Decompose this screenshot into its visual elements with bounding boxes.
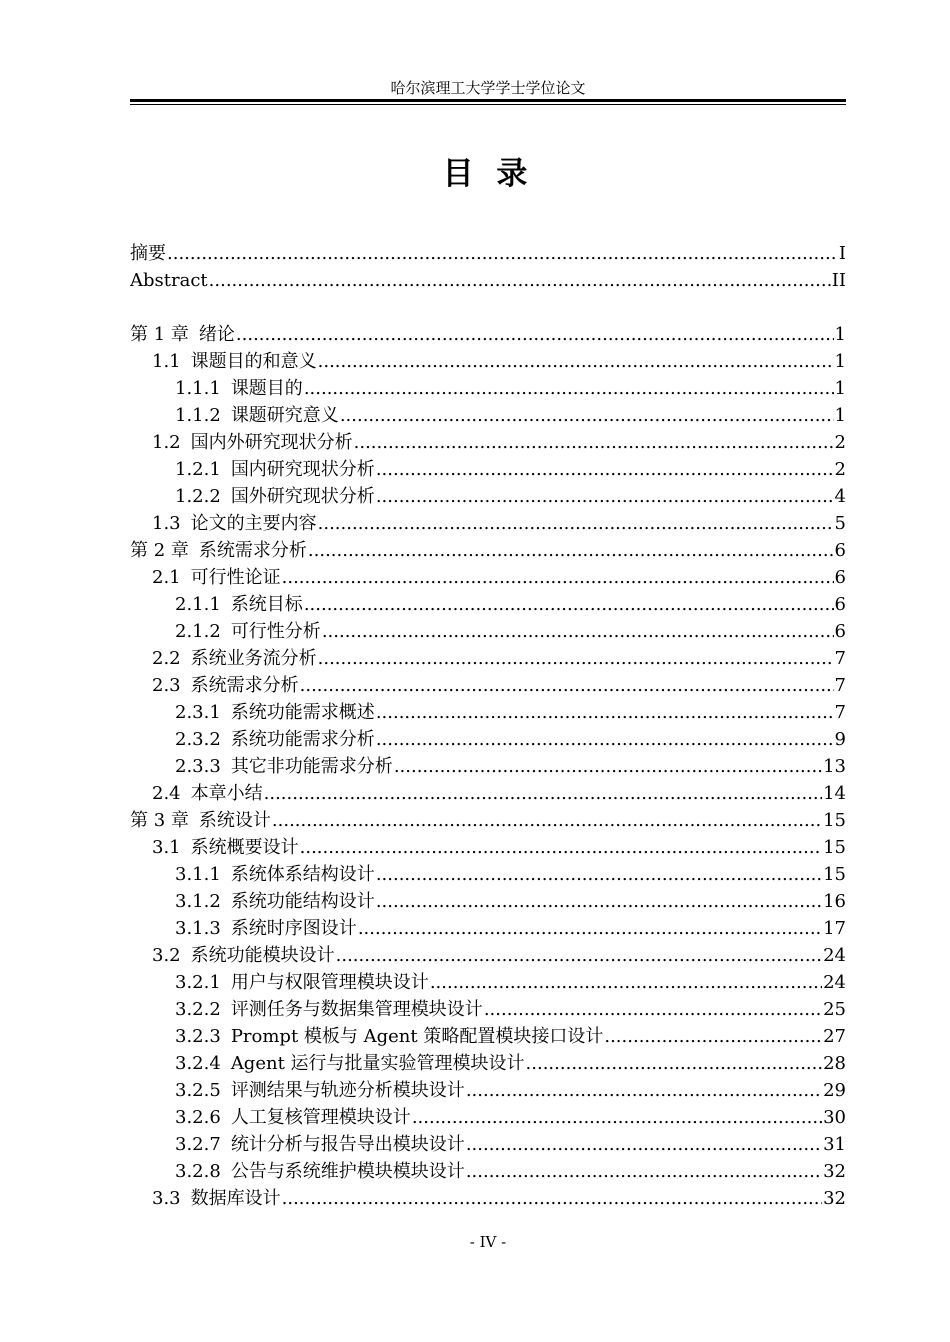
toc-entry-page: 1 <box>834 351 846 372</box>
dot-leader <box>236 321 834 348</box>
toc-entry[interactable] <box>130 672 846 699</box>
toc-entry[interactable] <box>130 807 846 834</box>
toc-entry[interactable] <box>130 1050 846 1077</box>
toc-entry-number: 第 2 章 <box>130 540 189 561</box>
toc-entry-number: 3.2.1 <box>175 972 221 993</box>
toc-entry-number: 1.3 <box>152 513 181 534</box>
toc-entry-page: 24 <box>823 972 846 993</box>
toc-entry-page: 32 <box>823 1161 846 1182</box>
dot-leader <box>604 1023 822 1050</box>
toc-entry-page: 28 <box>823 1053 846 1074</box>
dot-leader <box>466 1131 822 1158</box>
toc-entry-page: 15 <box>823 810 846 831</box>
toc-entry-number: 2.3.3 <box>175 756 221 777</box>
toc-entry-number: 3.3 <box>152 1188 181 1209</box>
toc-entry-title: 系统时序图设计 <box>230 918 357 939</box>
toc-entry-title: 系统需求分析 <box>198 540 307 561</box>
toc-entry-page: 6 <box>834 540 846 561</box>
toc-entry-title: 其它非功能需求分析 <box>230 756 393 777</box>
toc-entry-page: 6 <box>834 567 846 588</box>
toc-entry-title: 国内外研究现状分析 <box>190 432 353 453</box>
dot-leader <box>376 483 834 510</box>
toc-entry-page: 15 <box>823 837 846 858</box>
toc-entry[interactable] <box>130 510 846 537</box>
toc-entry-title: 摘要 <box>130 243 166 264</box>
dot-leader <box>526 1050 823 1077</box>
toc-entry[interactable] <box>130 1023 846 1050</box>
toc-entry-title: Abstract <box>130 270 208 291</box>
toc-entry-title: 绪论 <box>198 324 235 345</box>
toc-entry-number: 3.1.2 <box>175 891 221 912</box>
toc-entry-title: 系统功能需求概述 <box>230 702 375 723</box>
toc-entry-title: 统计分析与报告导出模块设计 <box>230 1134 465 1155</box>
toc-entry[interactable] <box>130 888 846 915</box>
header-rule-thin <box>130 104 846 105</box>
dot-leader <box>466 1077 822 1104</box>
toc-entry-page: 15 <box>823 864 846 885</box>
toc-entry-number: 2.3 <box>152 675 181 696</box>
dot-leader <box>318 348 834 375</box>
toc-entry-title: 数据库设计 <box>190 1188 281 1209</box>
toc-entry[interactable] <box>130 699 846 726</box>
toc-entry[interactable] <box>130 375 846 402</box>
toc-entry-number: 第 3 章 <box>130 810 189 831</box>
toc-entry-page: 7 <box>834 702 846 723</box>
toc-entry[interactable] <box>130 348 846 375</box>
toc-entry-title: 系统体系结构设计 <box>230 864 375 885</box>
dot-leader <box>376 888 822 915</box>
dot-leader <box>354 429 834 456</box>
dot-leader <box>340 402 834 429</box>
toc-entry[interactable] <box>130 1158 846 1185</box>
toc-entry[interactable] <box>130 753 846 780</box>
toc-entry-page: 9 <box>834 729 846 750</box>
toc-entry-title: Agent 运行与批量实验管理模块设计 <box>230 1053 525 1074</box>
toc-entry-title: 课题研究意义 <box>230 405 339 426</box>
toc-entry[interactable] <box>130 267 846 294</box>
toc-entry[interactable] <box>130 726 846 753</box>
dot-leader <box>304 591 834 618</box>
dot-leader <box>300 834 822 861</box>
dot-leader <box>304 375 834 402</box>
toc-entry-number: 3.1.1 <box>175 864 221 885</box>
toc-entry-page: 1 <box>834 378 846 399</box>
toc-entry-number: 3.2.6 <box>175 1107 221 1128</box>
toc-entry-title: 本章小结 <box>190 783 263 804</box>
toc-entry-title: 系统功能结构设计 <box>230 891 375 912</box>
toc-entry-title: 用户与权限管理模块设计 <box>230 972 429 993</box>
toc-entry[interactable] <box>130 591 846 618</box>
dot-leader <box>167 240 838 267</box>
toc-entry-page: 7 <box>834 675 846 696</box>
toc-entry[interactable] <box>130 1185 846 1212</box>
toc-entry-title: 系统设计 <box>198 810 271 831</box>
toc-entry-title: 国外研究现状分析 <box>230 486 375 507</box>
dot-leader <box>282 564 834 591</box>
toc-entry-title: 国内研究现状分析 <box>230 459 375 480</box>
toc-entry[interactable] <box>130 942 846 969</box>
toc-entry-number: 3.1 <box>152 837 181 858</box>
dot-leader <box>394 753 822 780</box>
toc-entry[interactable] <box>130 1077 846 1104</box>
toc-entry-number: 3.2 <box>152 945 181 966</box>
toc-entry-number: 3.2.3 <box>175 1026 221 1047</box>
toc-entry-page: 13 <box>823 756 846 777</box>
toc-entry-title: 系统目标 <box>230 594 303 615</box>
toc-entry-page: 25 <box>823 999 846 1020</box>
toc-entry-title: 评测任务与数据集管理模块设计 <box>230 999 483 1020</box>
toc-entry[interactable] <box>130 861 846 888</box>
toc-entry-page: 2 <box>834 432 846 453</box>
toc-entry-number: 3.1.3 <box>175 918 221 939</box>
toc-entry-title: 系统概要设计 <box>190 837 299 858</box>
toc-entry-title: 系统业务流分析 <box>190 648 317 669</box>
toc-entry-page: 1 <box>834 324 846 345</box>
dot-leader <box>376 861 822 888</box>
toc-entry-page: 5 <box>834 513 846 534</box>
dot-leader <box>322 618 834 645</box>
toc-entry-title: 系统功能模块设计 <box>190 945 335 966</box>
toc-entry[interactable] <box>130 240 846 267</box>
dot-leader <box>318 645 834 672</box>
toc-entry-page: 6 <box>834 594 846 615</box>
dot-leader <box>466 1158 822 1185</box>
toc-entry-number: 1.2.1 <box>175 459 221 480</box>
toc-entry-number: 1.1.1 <box>175 378 221 399</box>
toc-entry[interactable] <box>130 618 846 645</box>
toc-entry-number: 3.2.7 <box>175 1134 221 1155</box>
toc-entry-page: 14 <box>823 783 846 804</box>
toc-entry[interactable] <box>130 483 846 510</box>
page-title: 目 录 <box>442 156 534 192</box>
toc-entry-page: 2 <box>834 459 846 480</box>
toc-entry-number: 1.1 <box>152 351 181 372</box>
toc-entry-page: II <box>831 270 846 291</box>
toc-entry-number: 3.2.8 <box>175 1161 221 1182</box>
dot-leader <box>376 699 834 726</box>
toc-entry-title: 论文的主要内容 <box>190 513 317 534</box>
toc-entry-number: 2.4 <box>152 783 181 804</box>
dot-leader <box>300 672 834 699</box>
table-of-contents <box>130 240 846 1212</box>
toc-entry-title: 评测结果与轨迹分析模块设计 <box>230 1080 465 1101</box>
dot-leader <box>336 942 822 969</box>
toc-entry[interactable] <box>130 834 846 861</box>
toc-entry-title: 课题目的 <box>230 378 303 399</box>
dot-leader <box>318 510 834 537</box>
toc-entry-number: 1.1.2 <box>175 405 221 426</box>
toc-entry[interactable] <box>130 1104 846 1131</box>
toc-entry-number: 2.2 <box>152 648 181 669</box>
toc-entry-number: 2.3.2 <box>175 729 221 750</box>
toc-entry-title: 人工复核管理模块设计 <box>230 1107 411 1128</box>
dot-leader <box>308 537 834 564</box>
toc-entry[interactable] <box>130 996 846 1023</box>
toc-entry-page: 31 <box>823 1134 846 1155</box>
toc-entry-number: 第 1 章 <box>130 324 189 345</box>
toc-entry[interactable] <box>130 915 846 942</box>
toc-entry[interactable] <box>130 564 846 591</box>
dot-leader <box>264 780 822 807</box>
dot-leader <box>358 915 822 942</box>
dot-leader <box>209 267 831 294</box>
toc-entry-number: 2.1.2 <box>175 621 221 642</box>
toc-entry[interactable] <box>130 537 846 564</box>
toc-entry-title: 公告与系统维护模块模块设计 <box>230 1161 465 1182</box>
toc-entry-number: 3.2.5 <box>175 1080 221 1101</box>
toc-entry-title: 课题目的和意义 <box>190 351 317 372</box>
running-header: 哈尔滨理工大学学士学位论文 <box>390 79 586 97</box>
dot-leader <box>376 456 834 483</box>
toc-entry-page: 32 <box>823 1188 846 1209</box>
dot-leader <box>412 1104 822 1131</box>
toc-entry[interactable] <box>130 429 846 456</box>
dot-leader <box>484 996 822 1023</box>
toc-entry[interactable] <box>130 969 846 996</box>
toc-entry-page: 27 <box>823 1026 846 1047</box>
toc-entry[interactable] <box>130 645 846 672</box>
toc-entry-number: 2.1 <box>152 567 181 588</box>
toc-entry-title: 可行性论证 <box>190 567 281 588</box>
toc-entry-number: 3.2.4 <box>175 1053 221 1074</box>
page-number: - IV - <box>469 1233 507 1251</box>
toc-entry-page: 7 <box>834 648 846 669</box>
dot-leader <box>272 807 822 834</box>
dot-leader <box>282 1185 822 1212</box>
toc-entry-title: 可行性分析 <box>230 621 321 642</box>
toc-entry-page: 30 <box>823 1107 846 1128</box>
dot-leader <box>430 969 822 996</box>
toc-entry-page: 29 <box>823 1080 846 1101</box>
toc-entry[interactable] <box>130 402 846 429</box>
toc-entry-title: Prompt 模板与 Agent 策略配置模块接口设计 <box>230 1026 604 1047</box>
toc-entry-title: 系统功能需求分析 <box>230 729 375 750</box>
dot-leader <box>376 726 834 753</box>
toc-entry-page: 4 <box>834 486 846 507</box>
toc-entry-number: 2.1.1 <box>175 594 221 615</box>
toc-entry-page: 1 <box>834 405 846 426</box>
toc-entry[interactable] <box>130 1131 846 1158</box>
toc-entry[interactable] <box>130 321 846 348</box>
toc-entry-number: 2.3.1 <box>175 702 221 723</box>
toc-entry-number: 1.2 <box>152 432 181 453</box>
toc-entry-page: 6 <box>834 621 846 642</box>
toc-entry-page: I <box>838 243 846 264</box>
toc-entry[interactable] <box>130 780 846 807</box>
toc-entry-page: 24 <box>823 945 846 966</box>
toc-entry-number: 1.2.2 <box>175 486 221 507</box>
toc-entry-title: 系统需求分析 <box>190 675 299 696</box>
header-rule-thick <box>130 99 846 102</box>
toc-entry[interactable] <box>130 456 846 483</box>
toc-entry-number: 3.2.2 <box>175 999 221 1020</box>
toc-entry-page: 17 <box>823 918 846 939</box>
toc-entry-page: 16 <box>823 891 846 912</box>
